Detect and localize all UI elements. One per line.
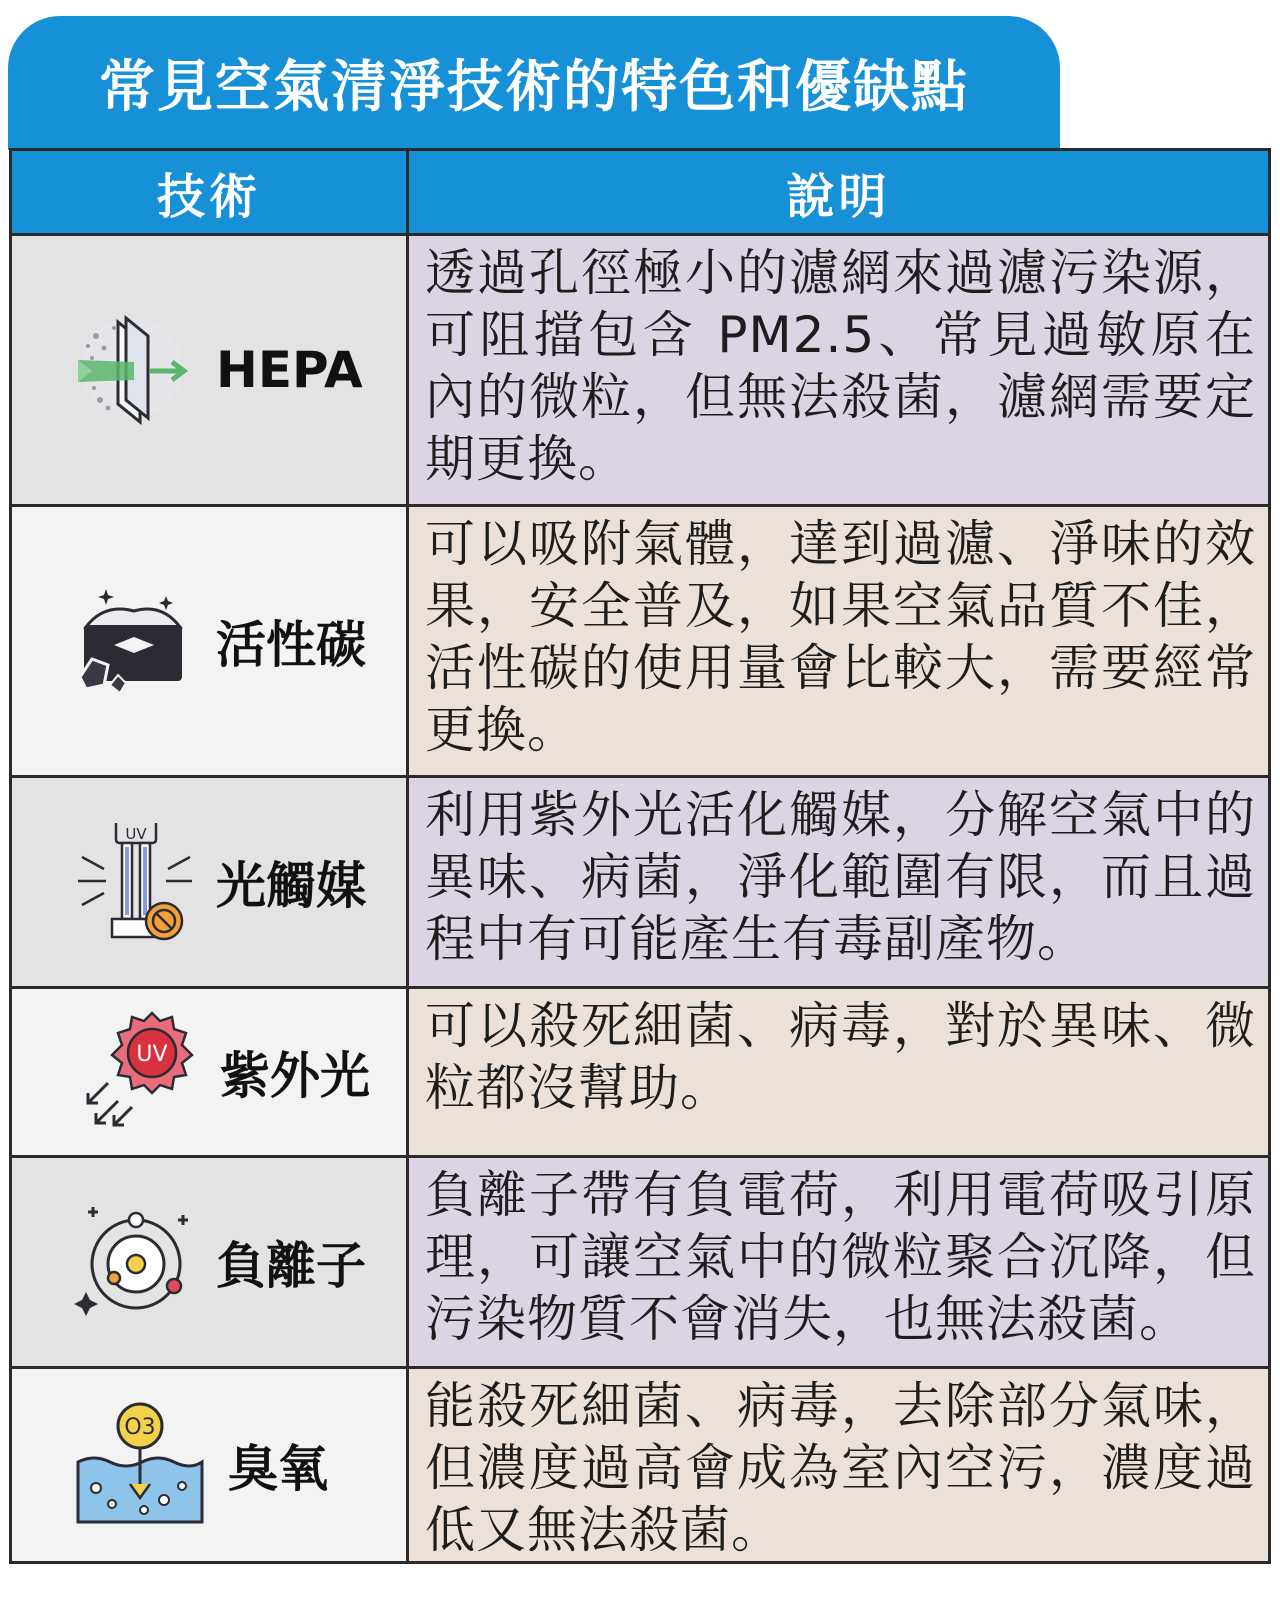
title-banner bbox=[8, 16, 1060, 150]
desc-cell-ultraviolet: 可以殺死細菌、病毒，對於異味、微粒都沒幫助。 bbox=[409, 989, 1268, 1155]
desc-cell-ozone: 能殺死細菌、病毒，去除部分氣味，但濃度過高會成為室內空污，濃度過低又無法殺菌。 bbox=[409, 1369, 1268, 1561]
ozone-icon bbox=[74, 1400, 206, 1530]
tech-name: 紫外光 bbox=[220, 1047, 370, 1105]
uv-lamp-label: UV bbox=[125, 825, 147, 843]
ozone-label: O3 bbox=[124, 1415, 156, 1440]
tech-cell-hepa bbox=[12, 236, 406, 504]
desc-cell-negative-ion: 負離子帶有負電荷，利用電荷吸引原理，可讓空氣中的微粒聚合沉降，但污染物質不會消失，也無法殺菌。 bbox=[409, 1158, 1268, 1366]
tech-cell-negative-ion bbox=[12, 1158, 406, 1366]
tech-cell-activated-carbon bbox=[12, 507, 406, 775]
uv-sun-label: UV bbox=[136, 1042, 168, 1067]
desc-cell-hepa: 透過孔徑極小的濾網來過濾污染源，可阻擋包含 PM2.5、常見過敏原在內的微粒，但無法殺菌，濾網需要定期更換。 bbox=[409, 236, 1268, 504]
desc-cell-photocatalyst: 利用紫外光活化觸媒，分解空氣中的異味、病菌，淨化範圍有限，而且過程中有可能產生有毒副產物。 bbox=[409, 778, 1268, 986]
tech-name: 活性碳 bbox=[216, 616, 366, 674]
tech-cell-ozone bbox=[12, 1369, 406, 1561]
page-title: 常見空氣清淨技術的特色和優缺點 bbox=[99, 55, 969, 120]
tech-cell-ultraviolet bbox=[12, 989, 406, 1155]
uv-lamp-icon bbox=[74, 817, 194, 947]
uv-sun-icon bbox=[74, 1007, 198, 1137]
atom-icon bbox=[74, 1202, 194, 1322]
comparison-table bbox=[9, 148, 1271, 1564]
desc-cell-activated-carbon: 可以吸附氣體，達到過濾、淨味的效果，安全普及，如果空氣品質不佳，活性碳的使用量會比較大，需要經常更換。 bbox=[409, 507, 1268, 775]
activated-carbon-icon bbox=[74, 581, 194, 701]
tech-name: 光觸媒 bbox=[216, 857, 366, 915]
tech-name: 負離子 bbox=[216, 1237, 366, 1295]
tech-cell-photocatalyst bbox=[12, 778, 406, 986]
tech-name: HEPA bbox=[216, 341, 363, 399]
header-description: 說明 bbox=[409, 151, 1268, 233]
header-technology: 技術 bbox=[12, 151, 406, 233]
tech-name: 臭氧 bbox=[228, 1440, 328, 1498]
hepa-filter-icon bbox=[74, 310, 194, 430]
